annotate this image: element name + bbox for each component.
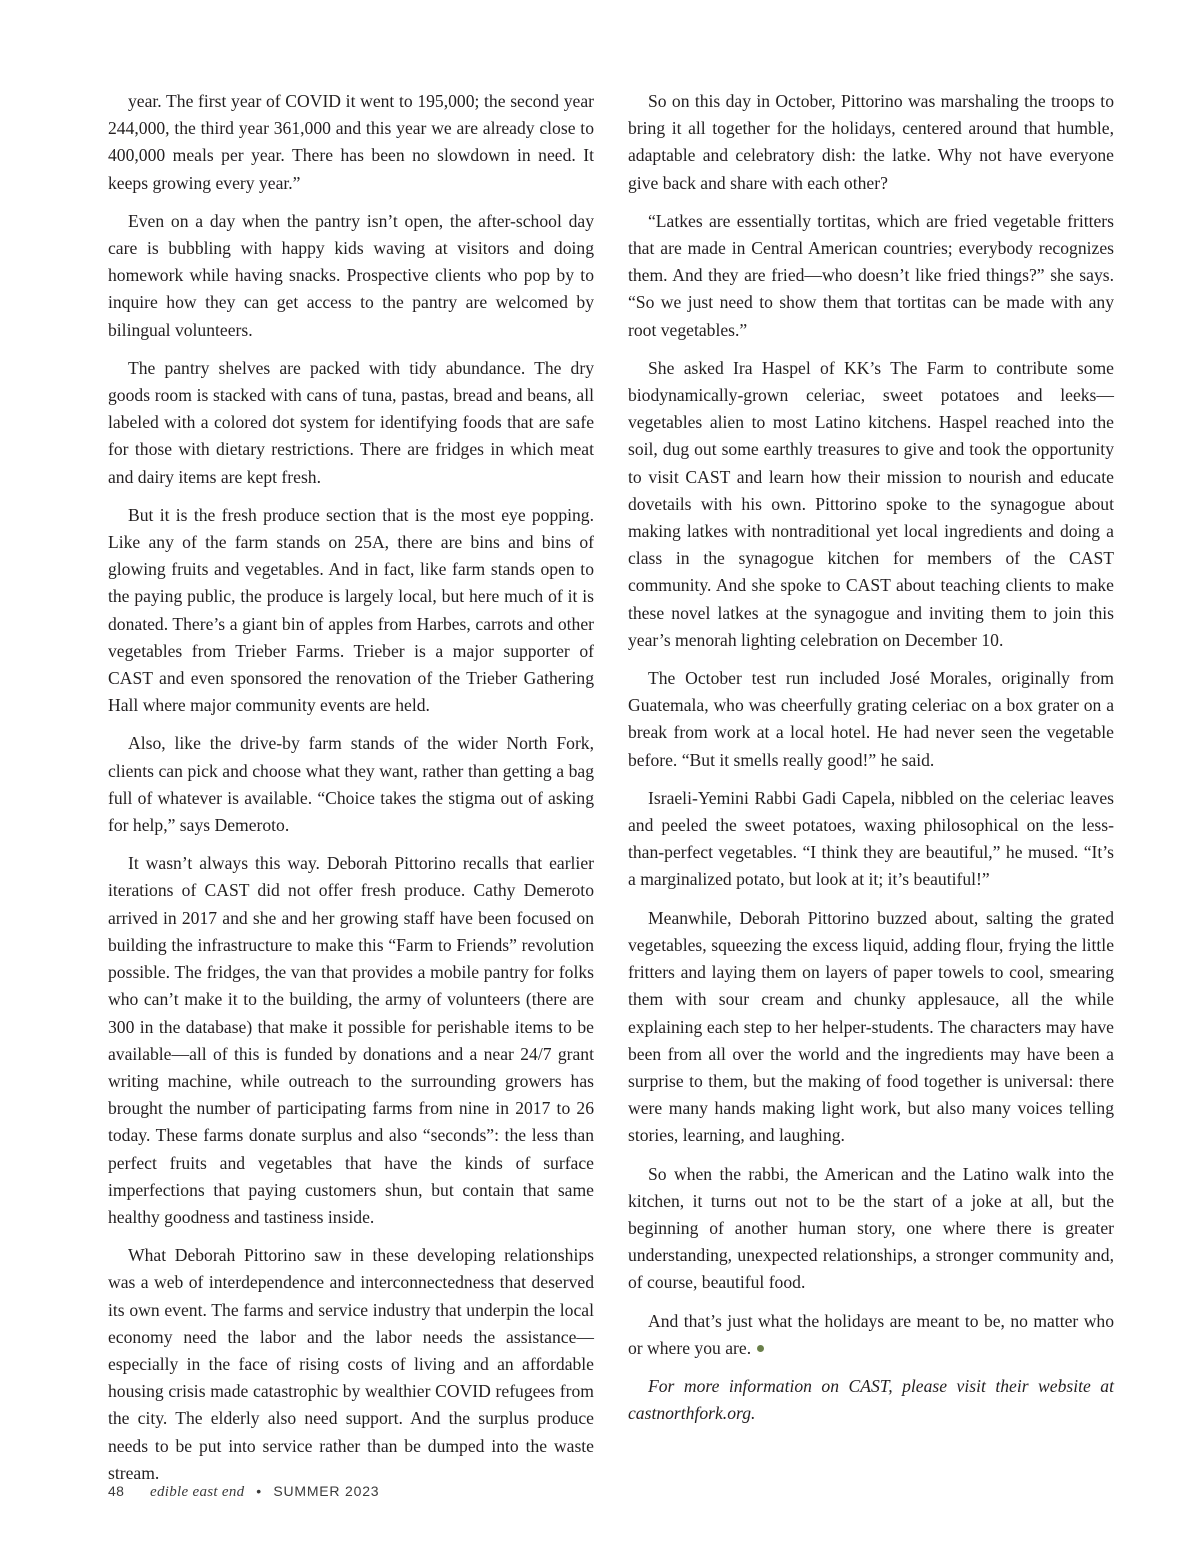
paragraph: The October test run included José Morales, originally from Guatemala, who was cheerfully grating celeriac on a box grater on a break from work at a local hotel. He had never seen the vegetable before. “But it smells really good!” he said. xyxy=(628,668,1114,770)
footer-separator: • xyxy=(256,1483,262,1499)
magazine-name: edible east end xyxy=(150,1484,245,1500)
right-column xyxy=(628,88,1114,1438)
left-column xyxy=(108,88,594,1498)
paragraph: The pantry shelves are packed with tidy abundance. The dry goods room is stacked with cans of tuna, pastas, bread and beans, all labeled with a colored dot system for identifying foods that are safe for those with dietary restrictions. There are fridges in which meat and dairy items are kept fresh. xyxy=(108,357,594,487)
page-number: 48 xyxy=(108,1483,125,1499)
paragraph: Meanwhile, Deborah Pittorino buzzed about, salting the grated vegetables, squeezing the excess liquid, adding flour, frying the little fritters and laying them on layers of paper towels to cool, smearing them with sour cream and chunky applesauce, all the while explaining each step to her helper-students. The characters may have been from all over the world and the ingredients may have been a surprise to them, but the making of food together is universal: there were many hands making light work, but also many voices telling stories, learning, and laughing. xyxy=(628,907,1114,1146)
paragraph: Israeli-Yemini Rabbi Gadi Capela, nibbled on the celeriac leaves and peeled the sweet potatoes, waxing philosophical on the less-than-perfect vegetables. “I think they are beautiful,” he mused. “It’s a marginalized potato, but look at it; it’s beautiful!” xyxy=(628,787,1114,890)
paragraph: Also, like the drive-by farm stands of the wider North Fork, clients can pick and choose what they want, rather than getting a bag full of whatever is available. “Choice takes the stigma out of asking for help,” says Demeroto. xyxy=(108,733,594,836)
end-of-story-icon xyxy=(757,1345,764,1352)
paragraph: So when the rabbi, the American and the Latino walk into the kitchen, it turns out not to be the start of a joke at all, but the beginning of another human story, one where there is greater understanding, unexpected relationships, a stronger community and, of course, beautiful food. xyxy=(628,1163,1114,1293)
paragraph: But it is the fresh produce section that is the most eye popping. Like any of the farm stands on 25A, there are bins and bins of glowing fruits and vegetables. And in fact, like farm stands open to the paying public, the produce is largely local, but here much of it is donated. There’s a giant bin of apples from Harbes, carrots and other vegetables from Trieber Farms. Trieber is a major supporter of CAST and even sponsored the renovation of the Trieber Gathering Hall where major community events are held. xyxy=(108,504,594,716)
paragraph: She asked Ira Haspel of KK’s The Farm to contribute some biodynamically-grown celeriac, sweet potatoes and leeks—vegetables alien to most Latino kitchens. Haspel reached into the soil, dug out some earthly treasures to give and took the opportunity to visit CAST and learn how their mission to nourish and educate dovetails with his own. Pittorino spoke to the synagogue about making latkes with nontraditional yet local ingredients and doing a class in the synagogue kitchen for members of the CAST community. And she spoke to CAST about teaching clients to make these novel latkes at the synagogue and inviting them to join this year’s menorah lighting celebration on December 10. xyxy=(628,357,1114,650)
paragraph: So on this day in October, Pittorino was marshaling the troops to bring it all together for the holidays, centered around that humble, adaptable and celebratory dish: the latke. Why not have everyone give back and share with each other? xyxy=(628,91,1114,193)
closing-note: For more information on CAST, please visit their website at castnorthfork.org. xyxy=(628,1375,1114,1424)
page-footer xyxy=(108,1483,379,1501)
paragraph: year. The first year of COVID it went to 195,000; the second year 244,000, the third year 361,000 and this year we are already close to 400,000 meals per year. There has been no slowdown in need. It keeps growing every year.” xyxy=(108,91,594,193)
issue-label: SUMMER 2023 xyxy=(273,1483,380,1499)
paragraph: It wasn’t always this way. Deborah Pittorino recalls that earlier iterations of CAST did not offer fresh produce. Cathy Demeroto arrived in 2017 and she and her growing staff have been focused on building the infrastructure to make this “Farm to Friends” revolution possible. The fridges, the van that provides a mobile pantry for folks who can’t make it to the building, the army of volunteers (there are 300 in the database) that make it possible for perishable items to be available—all of this is funded by donations and a near 24/7 grant writing machine, while outreach to the surrounding growers has brought the number of participating farms from nine in 2017 to 26 today. These farms donate surplus and also “seconds”: the less than perfect fruits and vegetables that have the kinds of surface imperfections that paying customers shun, but contain that same healthy goodness and tastiness inside. xyxy=(108,853,594,1227)
final-paragraph-text: And that’s just what the holidays are meant to be, no matter who or where you are. xyxy=(628,1310,1114,1358)
final-paragraph xyxy=(628,1308,1114,1362)
paragraph: “Latkes are essentially tortitas, which are fried vegetable fritters that are made in Central American countries; everybody recognizes them. And they are fried—who doesn’t like fried things?” she says. “So we just need to show them that tortitas can be made with any root vegetables.” xyxy=(628,210,1114,340)
paragraph: Even on a day when the pantry isn’t open, the after-school day care is bubbling with happy kids waving at visitors and doing homework while having snacks. Prospective clients who pop by to inquire how they can get access to the pantry are welcomed by bilingual volunteers. xyxy=(108,210,594,340)
paragraph: What Deborah Pittorino saw in these developing relationships was a web of interdependence and interconnectedness that deserved its own event. The farms and service industry that underpin the local economy need the labor and the labor needs the assistance—especially in the face of rising costs of living and an affordable housing crisis made catastrophic by wealthier COVID refugees from the city. The elderly also need support. And the surplus produce needs to be put into service rather than be dumped into the waste stream. xyxy=(108,1245,594,1483)
